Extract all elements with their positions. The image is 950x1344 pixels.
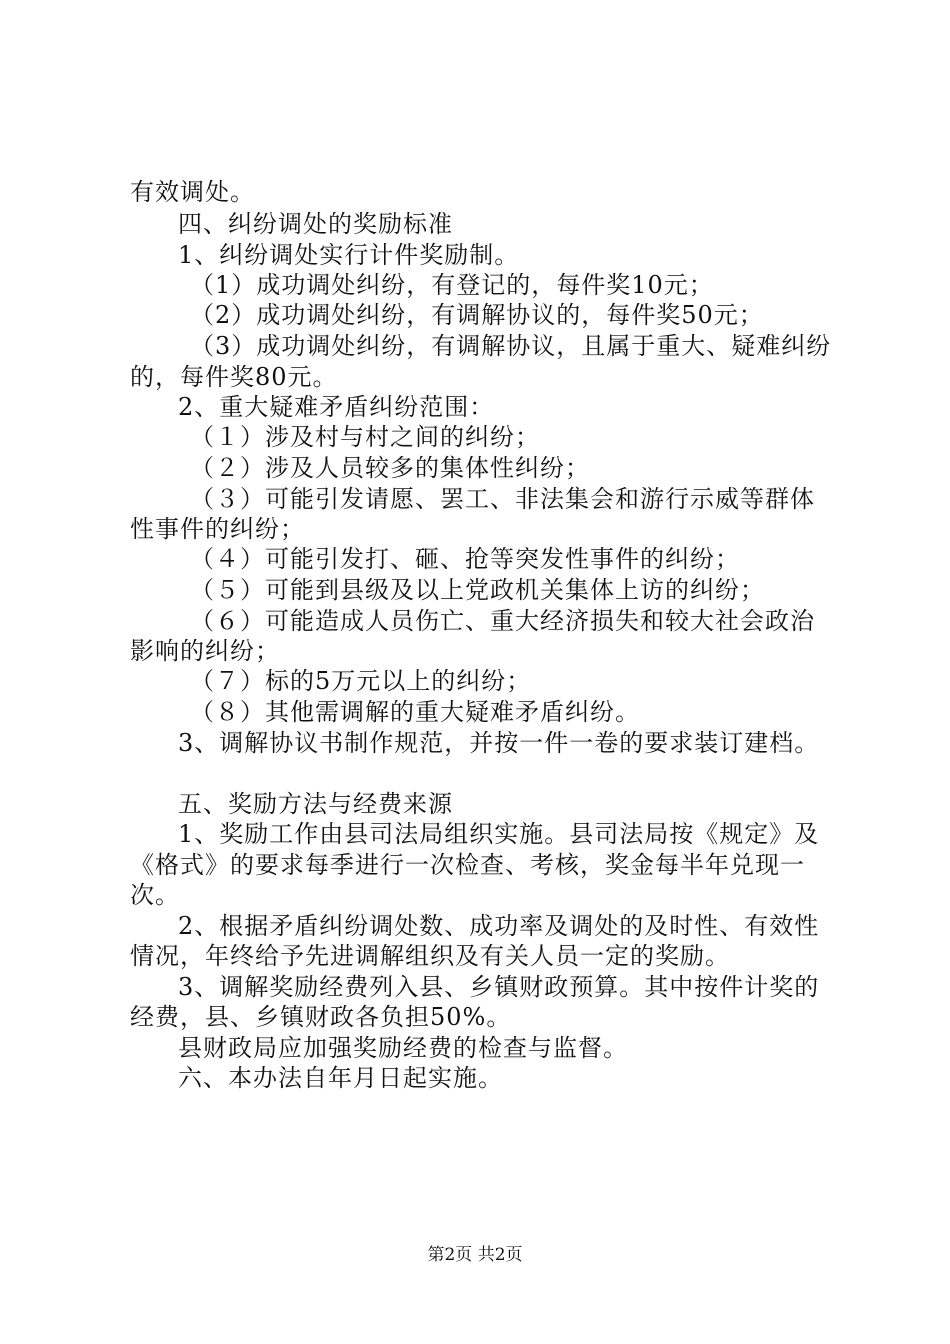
list-item: （５）可能到县级及以上党政机关集体上访的纠纷；: [190, 576, 765, 604]
text-line: 2、重大疑难矛盾纠纷范围：: [178, 393, 495, 421]
section-heading-6: 六、本办法自年月日起实施。: [178, 1064, 503, 1092]
text-line: 2、根据矛盾纠纷调处数、成功率及调处的及时性、有效性: [178, 912, 820, 940]
list-item: （3）成功调处纠纷，有调解协议，且属于重大、疑难纠纷: [190, 332, 832, 360]
text-line: 3、调解协议书制作规范，并按一件一卷的要求装订建档。: [178, 729, 820, 757]
text-line: 3、调解奖励经费列入县、乡镇财政预算。其中按件计奖的: [178, 973, 820, 1001]
text-line: 1、奖励工作由县司法局组织实施。县司法局按《规定》及: [178, 820, 820, 848]
text-line: 的，每件奖80元。: [130, 363, 338, 391]
list-item: （1）成功调处纠纷，有登记的，每件奖10元；: [190, 271, 714, 299]
section-heading-4: 四、纠纷调处的奖励标准: [178, 210, 453, 238]
text-line: 性事件的纠纷；: [130, 515, 305, 543]
text-line: 1、纠纷调处实行计件奖励制。: [178, 241, 520, 269]
text-line: 次。: [130, 881, 180, 909]
text-line: 情况，年终给予先进调解组织及有关人员一定的奖励。: [130, 942, 730, 970]
list-item: （８）其他需调解的重大疑难矛盾纠纷。: [190, 698, 640, 726]
list-item: （１）涉及村与村之间的纠纷；: [190, 423, 540, 451]
list-item: （２）涉及人员较多的集体性纠纷；: [190, 454, 590, 482]
list-item: （６）可能造成人员伤亡、重大经济损失和较大社会政治: [190, 607, 815, 635]
text-line: 影响的纠纷；: [130, 637, 280, 665]
list-item: （３）可能引发请愿、罢工、非法集会和游行示威等群体: [190, 485, 815, 513]
page-footer: 第2页 共2页: [427, 1245, 523, 1265]
text-line: 经费，县、乡镇财政各负担50%。: [130, 1003, 512, 1031]
list-item: （７）标的5万元以上的纠纷；: [190, 667, 532, 695]
text-line: 有效调处。: [130, 178, 255, 206]
list-item: （４）可能引发打、砸、抢等突发性事件的纠纷；: [190, 545, 740, 573]
section-heading-5: 五、奖励方法与经费来源: [178, 790, 453, 818]
list-item: （2）成功调处纠纷，有调解协议的，每件奖50元；: [190, 301, 764, 329]
text-line: 《格式》的要求每季进行一次检查、考核，奖金每半年兑现一: [130, 851, 805, 879]
text-line: 县财政局应加强奖励经费的检查与监督。: [178, 1034, 628, 1062]
